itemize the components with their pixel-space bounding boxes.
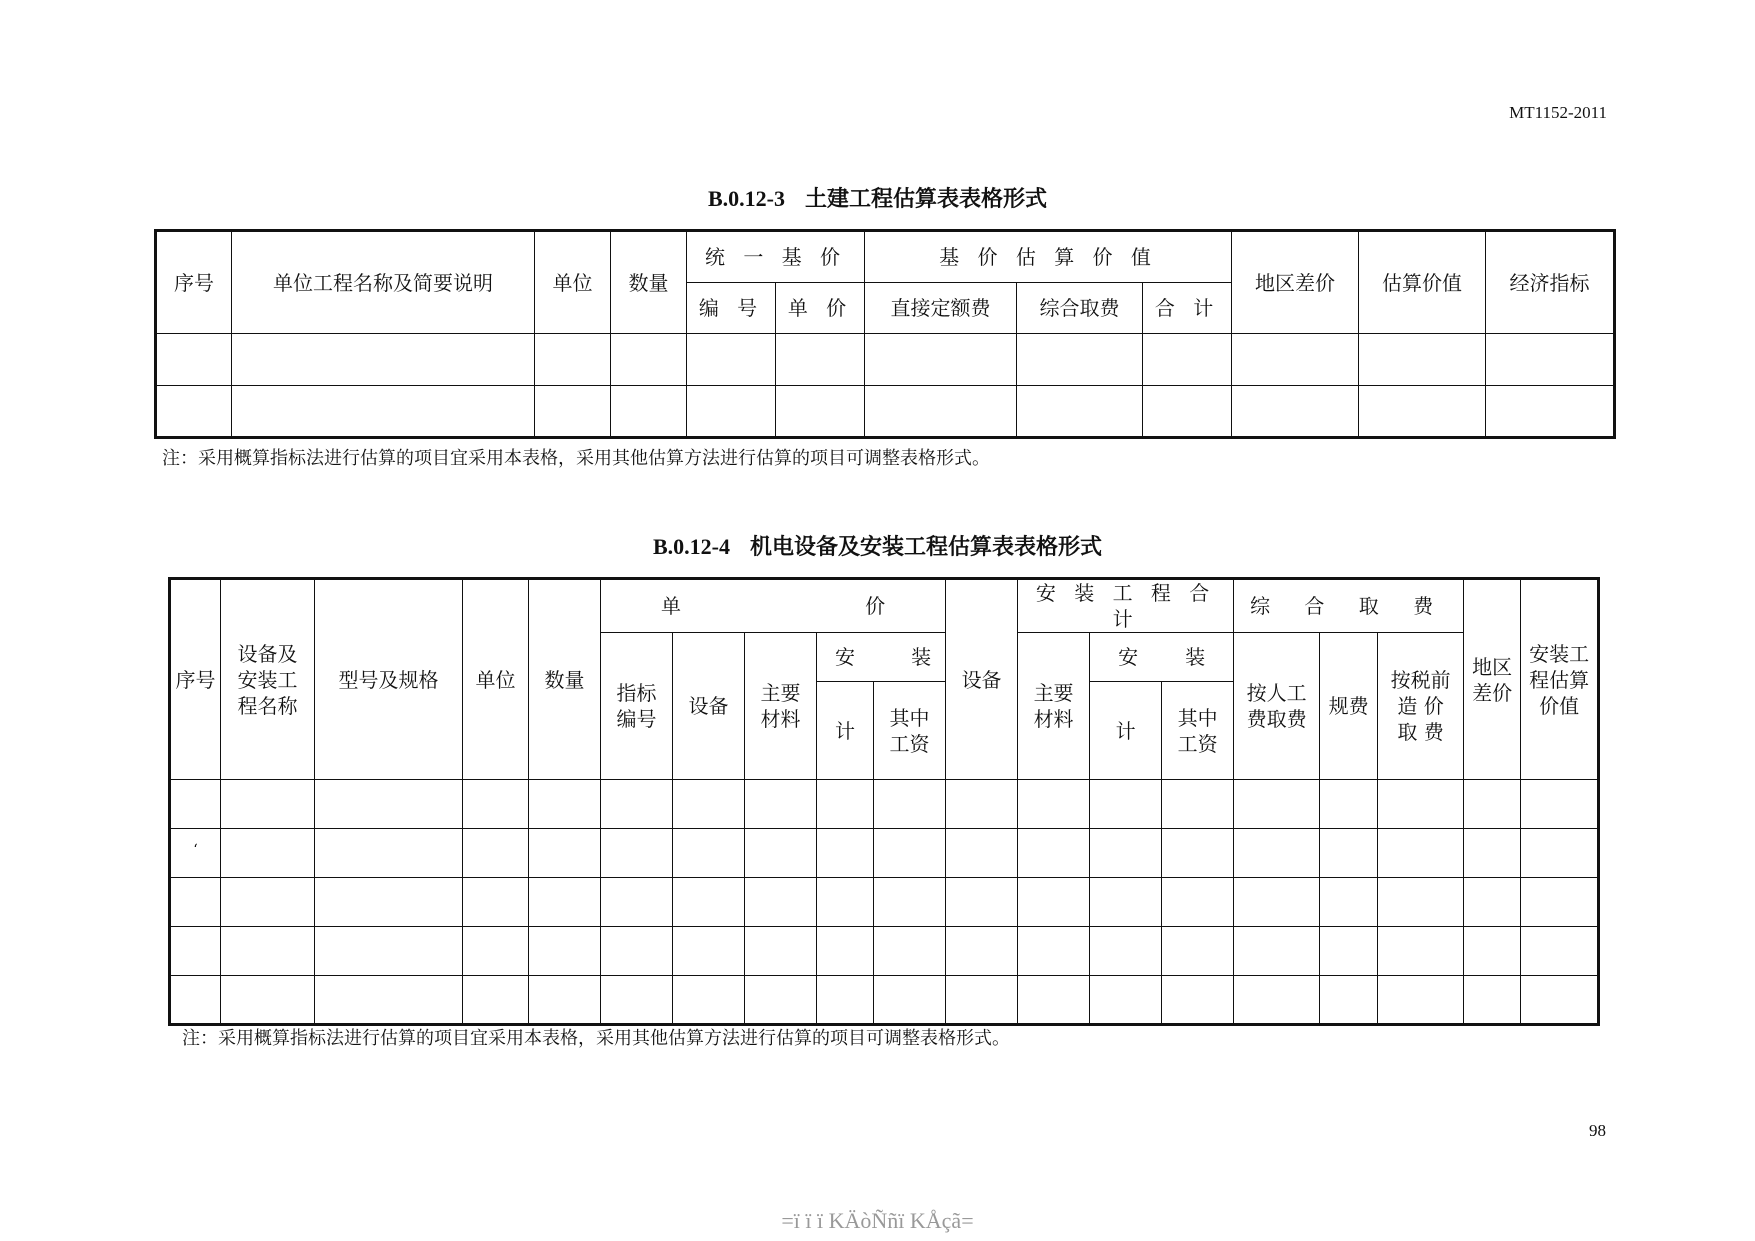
table-row	[170, 878, 1599, 927]
row-mark: ‘	[170, 829, 221, 878]
table-row	[170, 927, 1599, 976]
header-install-estimate-value: 安装工 程估算 价值	[1521, 579, 1599, 780]
header-seq: 序号	[156, 231, 232, 334]
header-install-wage: 其中 工资	[874, 682, 946, 780]
header-install-ji: 计	[817, 682, 874, 780]
header-comprehensive-fee-group: 综 合 取 费	[1234, 579, 1464, 633]
civil-estimate-table	[154, 229, 1616, 439]
header-unit-price-group: 单 价	[601, 579, 946, 633]
header-unified-base-price: 统 一 基 价	[687, 231, 865, 283]
header-total-install: 安 装	[1090, 633, 1234, 682]
header-total-main-material: 主要 材料	[1018, 633, 1090, 780]
header-total-ji: 计	[1090, 682, 1162, 780]
header-economic-index: 经济指标	[1486, 231, 1615, 334]
table2-caption-number: B.0.12-4	[652, 534, 730, 559]
header-model-spec: 型号及规格	[315, 579, 463, 780]
table2-note: 注：采用概算指标法进行估算的项目宜采用本表格，采用其他估算方法进行估算的项目可调整表格形式。	[182, 1028, 1010, 1049]
header-base-estimate-value: 基 价 估 算 价 值	[865, 231, 1232, 283]
header-index-code: 指标 编号	[601, 633, 673, 780]
table1-caption-number: B.0.12-3	[707, 186, 785, 211]
header-quantity: 数量	[529, 579, 601, 780]
table-row	[156, 386, 1615, 438]
header-combined-fee: 综合取费	[1017, 283, 1143, 334]
header-region-diff: 地区差价	[1232, 231, 1359, 334]
header-region-diff: 地区 差价	[1464, 579, 1521, 780]
table2-caption-title: 机电设备及安装工程估算表表格形式	[749, 534, 1102, 560]
header-estimate-value: 估算价值	[1359, 231, 1486, 334]
header-total: 合 计	[1143, 283, 1232, 334]
header-unit-price: 单 价	[776, 283, 865, 334]
header-equipment: 设备	[946, 579, 1018, 780]
table-row	[170, 976, 1599, 1025]
table-row	[170, 829, 1599, 878]
header-total-wage: 其中 工资	[1162, 682, 1234, 780]
table2-caption	[0, 530, 1755, 561]
header-unit-equipment: 设备	[673, 633, 745, 780]
page-number: 98	[1589, 1121, 1606, 1140]
equipment-install-estimate-table	[168, 577, 1600, 1026]
header-project-name: 单位工程名称及简要说明	[232, 231, 535, 334]
table1-caption-title: 土建工程估算表表格形式	[804, 186, 1047, 212]
document-code: MT1152-2011	[1509, 103, 1607, 122]
header-quantity: 数量	[611, 231, 687, 334]
header-install: 安 装	[817, 633, 946, 682]
header-main-material: 主要 材料	[745, 633, 817, 780]
table1-note: 注：采用概算指标法进行估算的项目宜采用本表格，采用其他估算方法进行估算的项目可调整表格形式。	[162, 448, 990, 469]
header-labor-fee: 按人工 费取费	[1234, 633, 1320, 780]
header-regulated-fee: 规费	[1320, 633, 1378, 780]
header-install-total-group: 安 装 工 程 合 计	[1018, 579, 1234, 633]
header-direct-fee: 直接定额费	[865, 283, 1017, 334]
header-code: 编 号	[687, 283, 776, 334]
header-seq: 序号	[170, 579, 221, 780]
header-pretax-fee: 按税前 造 价 取 费	[1378, 633, 1464, 780]
footer-mark: =ï ï ï KÄòÑñï KÅçã=	[781, 1208, 974, 1233]
table1-caption	[0, 182, 1755, 213]
header-unit: 单位	[463, 579, 529, 780]
table-row	[170, 780, 1599, 829]
header-unit: 单位	[535, 231, 611, 334]
header-equip-install-name: 设备及 安装工 程名称	[221, 579, 315, 780]
table-row	[156, 334, 1615, 386]
